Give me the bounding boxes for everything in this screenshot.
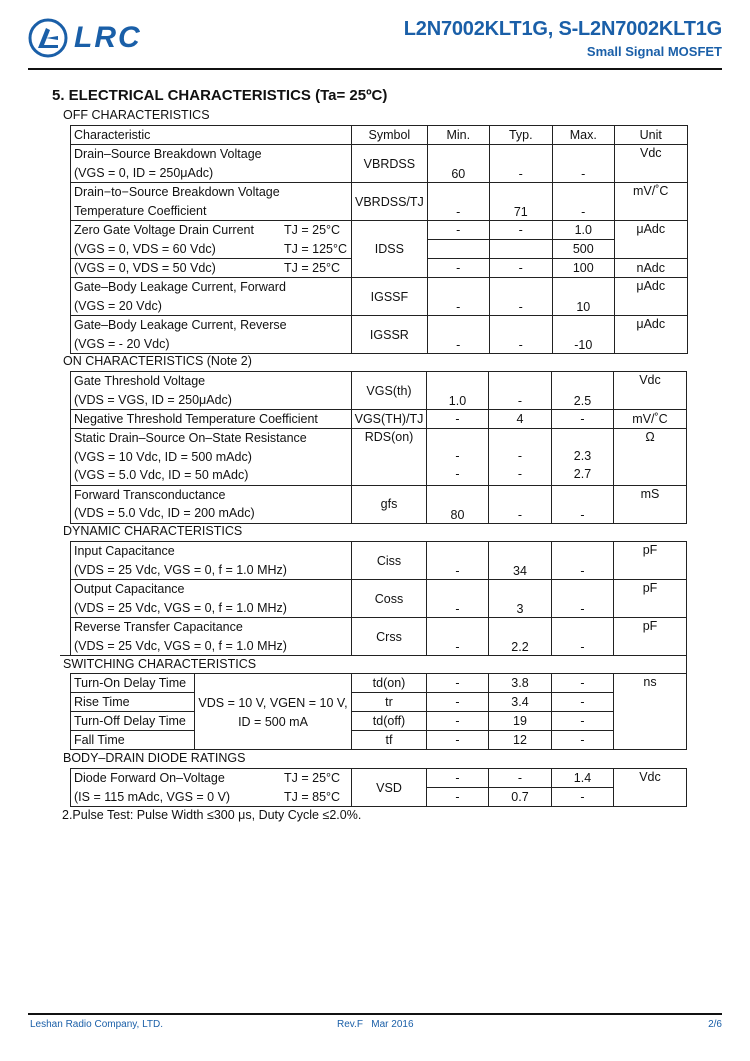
min-cell: 80 <box>427 485 489 523</box>
unit-cell: Vdc <box>614 372 687 410</box>
min-cell: - <box>427 731 489 750</box>
footer-divider <box>28 1013 722 1015</box>
table-row <box>71 372 687 410</box>
table-row <box>71 429 687 486</box>
typ-cell: - <box>489 278 552 316</box>
typ-cell: 2.2 <box>489 618 552 656</box>
test-condition-cell: VDS = 10 V, VGEN = 10 V, ID = 500 mA <box>195 674 352 750</box>
symbol-cell: IDSS <box>352 221 428 278</box>
table-row <box>71 278 688 316</box>
table-row <box>71 485 687 523</box>
max-cell: 2.3 2.7 <box>552 429 614 486</box>
section-title: 5. ELECTRICAL CHARACTERISTICS (Ta= 25ºC) <box>52 87 388 104</box>
unit-cell: mV/˚C <box>614 410 687 429</box>
characteristic-cell: Drain−to−Source Breakdown Voltage Temperature Coefficient <box>71 183 352 221</box>
characteristic-cell: Fall Time <box>71 731 195 750</box>
logo-text: LRC <box>74 21 142 54</box>
typ-cell: - <box>489 372 552 410</box>
typ-cell: 4 <box>489 410 552 429</box>
symbol-cell: IGSSF <box>352 278 428 316</box>
characteristic-cell: Diode Forward On–Voltage TJ = 25°C <box>71 769 352 788</box>
symbol-cell: tr <box>352 693 427 712</box>
on-characteristics-label: ON CHARACTERISTICS (Note 2) <box>63 354 252 368</box>
max-cell: -10 <box>552 316 614 354</box>
unit-cell: Vdc <box>614 145 687 183</box>
unit-cell: Ω <box>614 429 687 486</box>
characteristic-cell: Rise Time <box>71 693 195 712</box>
column-header: Symbol <box>352 126 428 145</box>
device-subtitle: Small Signal MOSFET <box>586 44 722 59</box>
min-cell: - <box>427 580 489 618</box>
typ-cell: - <box>489 145 552 183</box>
min-cell: - <box>427 259 489 278</box>
body-drain-diode-label: BODY–DRAIN DIODE RATINGS <box>63 751 246 765</box>
column-header: Characteristic <box>71 126 352 145</box>
typ-cell: 0.7 <box>489 788 552 807</box>
unit-cell: μAdc <box>614 221 687 259</box>
max-cell: 2.5 <box>552 372 614 410</box>
unit-cell: pF <box>614 542 687 580</box>
min-cell <box>427 240 489 259</box>
max-cell: - <box>552 618 614 656</box>
table-row <box>71 410 687 429</box>
company-logo <box>28 18 142 58</box>
table-row <box>71 731 687 750</box>
min-cell: - <box>427 788 489 807</box>
off-characteristics-label: OFF CHARACTERISTICS <box>63 108 210 122</box>
max-cell: - <box>552 410 614 429</box>
characteristic-cell: Input Capacitance (VDS = 25 Vdc, VGS = 0, f = 1.0 MHz) <box>71 542 352 580</box>
characteristic-cell: (VGS = 0, VDS = 50 Vdc) TJ = 25°C <box>71 259 352 278</box>
symbol-cell: gfs <box>352 485 427 523</box>
dynamic-characteristics-label: DYNAMIC CHARACTERISTICS <box>63 524 243 538</box>
symbol-cell: td(off) <box>352 712 427 731</box>
symbol-cell: Ciss <box>352 542 427 580</box>
characteristic-cell: Static Drain–Source On–State Resistance (VGS = 10 Vdc, ID = 500 mAdc) (VGS = 5.0 Vdc, ID = 50 mAdc) <box>71 429 352 486</box>
min-cell: - <box>427 693 489 712</box>
symbol-cell: Crss <box>352 618 427 656</box>
dynamic-characteristics-table <box>70 541 687 656</box>
characteristic-cell: Gate–Body Leakage Current, Forward (VGS = 20 Vdc) <box>71 278 352 316</box>
table-row <box>71 769 687 788</box>
max-cell: 1.4 <box>552 769 614 788</box>
symbol-cell: VSD <box>352 769 427 807</box>
unit-cell: pF <box>614 580 687 618</box>
table-row <box>71 145 688 183</box>
max-cell: - <box>552 183 614 221</box>
max-cell: - <box>552 693 614 712</box>
body-drain-diode-table <box>70 768 687 807</box>
typ-cell: 34 <box>489 542 552 580</box>
max-cell: - <box>552 542 614 580</box>
pulse-test-note: 2.Pulse Test: Pulse Width ≤300 μs, Duty Cycle ≤2.0%. <box>62 808 362 822</box>
max-cell: - <box>552 788 614 807</box>
max-cell: - <box>552 731 614 750</box>
typ-cell: 71 <box>489 183 552 221</box>
min-cell: - <box>427 618 489 656</box>
min-cell: - <box>427 674 489 693</box>
min-cell: - - <box>427 429 489 486</box>
typ-cell: 3.8 <box>489 674 552 693</box>
unit-cell: pF <box>614 618 687 656</box>
max-cell: - <box>552 712 614 731</box>
typ-cell: - <box>489 769 552 788</box>
max-cell: 100 <box>552 259 614 278</box>
max-cell: - <box>552 580 614 618</box>
page-header <box>0 0 750 70</box>
typ-cell: - - <box>489 429 552 486</box>
characteristic-cell: Gate Threshold Voltage (VDS = VGS, ID = 250μAdc) <box>71 372 352 410</box>
off-characteristics-table <box>70 125 688 354</box>
typ-cell: - <box>489 259 552 278</box>
unit-cell: μAdc <box>614 316 687 354</box>
typ-cell: 19 <box>489 712 552 731</box>
part-number-title: L2N7002KLT1G, S-L2N7002KLT1G <box>403 18 722 40</box>
characteristic-cell: Zero Gate Voltage Drain Current TJ = 25°C <box>71 221 352 240</box>
min-cell: - <box>427 712 489 731</box>
column-header: Max. <box>552 126 614 145</box>
unit-cell: mS <box>614 485 687 523</box>
min-cell: - <box>427 410 489 429</box>
min-cell: 60 <box>427 145 489 183</box>
table-row <box>71 693 687 712</box>
symbol-cell: Coss <box>352 580 427 618</box>
characteristic-cell: Gate–Body Leakage Current, Reverse (VGS = - 20 Vdc) <box>71 316 352 354</box>
symbol-cell: td(on) <box>352 674 427 693</box>
typ-cell: 12 <box>489 731 552 750</box>
table-row <box>71 712 687 731</box>
symbol-cell: IGSSR <box>352 316 428 354</box>
table-row <box>71 542 687 580</box>
characteristic-cell: Forward Transconductance (VDS = 5.0 Vdc, ID = 200 mAdc) <box>71 485 352 523</box>
characteristic-cell: (VGS = 0, VDS = 60 Vdc) TJ = 125°C <box>71 240 352 259</box>
symbol-cell: VGS(TH)/TJ <box>352 410 427 429</box>
typ-cell: - <box>489 316 552 354</box>
column-header: Min. <box>427 126 489 145</box>
switching-characteristics-table <box>70 673 687 750</box>
max-cell: - <box>552 485 614 523</box>
max-cell: 10 <box>552 278 614 316</box>
characteristic-cell: Output Capacitance (VDS = 25 Vdc, VGS = 0, f = 1.0 MHz) <box>71 580 352 618</box>
table-row <box>71 618 687 656</box>
max-cell: 500 <box>552 240 614 259</box>
typ-cell: 3 <box>489 580 552 618</box>
typ-cell <box>489 240 552 259</box>
symbol-cell: tf <box>352 731 427 750</box>
column-header: Typ. <box>489 126 552 145</box>
footer-page-number: 2/6 <box>708 1019 722 1030</box>
min-cell: - <box>427 542 489 580</box>
unit-cell: mV/˚C <box>614 183 687 221</box>
min-cell: - <box>427 221 489 240</box>
characteristic-cell: Turn-On Delay Time <box>71 674 195 693</box>
unit-cell: μAdc <box>614 278 687 316</box>
min-cell: - <box>427 183 489 221</box>
min-cell: - <box>427 316 489 354</box>
table-row <box>71 183 688 221</box>
characteristic-cell: Turn-Off Delay Time <box>71 712 195 731</box>
min-cell: 1.0 <box>427 372 489 410</box>
max-cell: 1.0 <box>552 221 614 240</box>
on-characteristics-table <box>70 371 687 524</box>
unit-cell: Vdc <box>614 769 687 807</box>
table-row <box>71 221 688 240</box>
characteristic-cell: Reverse Transfer Capacitance (VDS = 25 Vdc, VGS = 0, f = 1.0 MHz) <box>71 618 352 656</box>
max-cell: - <box>552 674 614 693</box>
footer-company: Leshan Radio Company, LTD. <box>30 1019 164 1030</box>
unit-cell: nAdc <box>614 259 687 278</box>
characteristic-cell: Drain–Source Breakdown Voltage (VGS = 0, ID = 250μAdc) <box>71 145 352 183</box>
min-cell: - <box>427 278 489 316</box>
table-header-row <box>71 126 688 145</box>
table-row <box>71 580 687 618</box>
symbol-cell: RDS(on) <box>352 429 427 486</box>
column-header: Unit <box>614 126 687 145</box>
symbol-cell: VGS(th) <box>352 372 427 410</box>
typ-cell: 3.4 <box>489 693 552 712</box>
characteristic-cell: (IS = 115 mAdc, VGS = 0 V) TJ = 85°C <box>71 788 352 807</box>
symbol-cell: VBRDSS <box>352 145 428 183</box>
switching-characteristics-label: SWITCHING CHARACTERISTICS <box>63 657 257 671</box>
unit-cell: ns <box>614 674 687 750</box>
table-row <box>71 316 688 354</box>
table-row <box>71 674 687 693</box>
min-cell: - <box>427 769 489 788</box>
header-divider <box>28 68 722 70</box>
characteristic-cell: Negative Threshold Temperature Coefficient <box>71 410 352 429</box>
footer-revision: Rev.F Mar 2016 <box>337 1019 414 1030</box>
symbol-cell: VBRDSS/TJ <box>352 183 428 221</box>
lrc-logo-icon <box>28 18 68 58</box>
typ-cell: - <box>489 221 552 240</box>
typ-cell: - <box>489 485 552 523</box>
max-cell: - <box>552 145 614 183</box>
